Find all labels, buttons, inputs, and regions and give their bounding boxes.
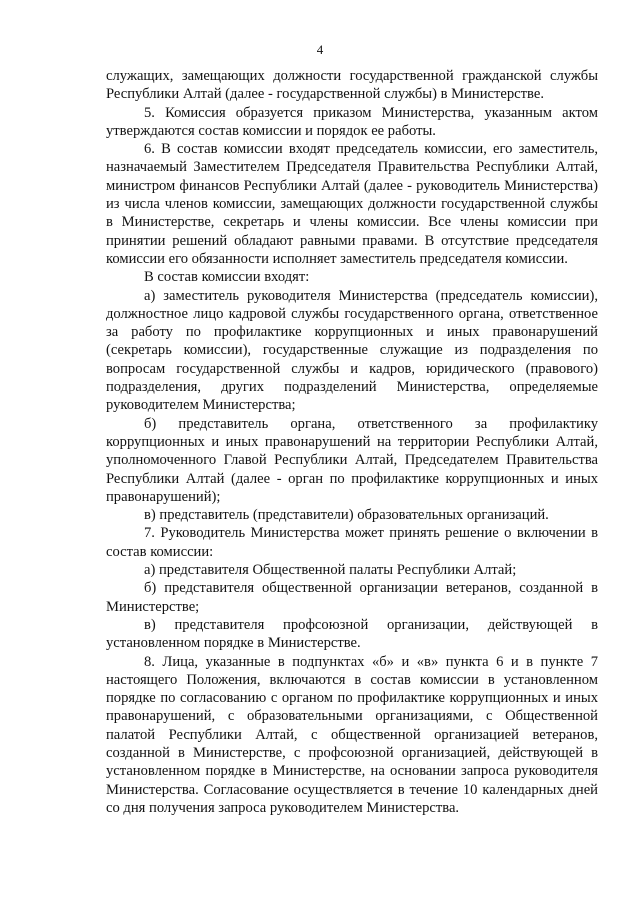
document-body xyxy=(106,67,598,817)
paragraph-item-7-b: б) представителя общественной организации ветеранов, созданной в Министерстве; xyxy=(106,580,598,615)
paragraph-item-6: 6. В состав комиссии входят председатель комиссии, его заместитель, назначаемый Заместителем Председателя Правительства Республики Алтай, министром финансов Республики Алтай (далее - руководитель Министерства) из числа членов комиссии, замещающих должности государственной службы в Министерстве, секретарь и члены комиссии. Все члены комиссии при принятии решений обладают равными правами. В отсутствие председателя комиссии его обязанности исполняет заместитель председателя комиссии. xyxy=(106,141,598,267)
paragraph-continuation: служащих, замещающих должности государственной гражданской службы Республики Алтай (далее - государственной службы) в Министерстве. xyxy=(106,68,598,103)
paragraph-subitem-v: в) представитель (представители) образовательных организаций. xyxy=(144,507,549,524)
paragraph-composition-intro: В состав комиссии входят: xyxy=(144,269,310,286)
paragraph-item-5: 5. Комиссия образуется приказом Министерства, указанным актом утверждаются состав комиссии и порядок ее работы. xyxy=(106,104,598,139)
page-number: 4 xyxy=(316,42,324,57)
paragraph-item-8: 8. Лица, указанные в подпунктах «б» и «в» пункта 6 и в пункте 7 настоящего Положения, включаются в состав комиссии в установленном порядке по согласованию с органом по профилактике коррупционных и иных правонарушений, с образовательными организациями, с Общественной палатой Республики Алтай, с общественной организацией ветеранов, созданной в Министерстве, с профсоюзной организацией, действующей в установленном порядке в Министерстве, на основании запроса руководителя Министерства. Согласование осуществляется в течение 10 календарных дней со дня получения запроса руководителем Министерства. xyxy=(106,653,598,816)
paragraph-subitem-b: б) представитель органа, ответственного за профилактику коррупционных и иных правонарушений на территории Республики Алтай, уполномоченного Главой Республики Алтай, Председателем Правительства Республики Алтай (далее - орган по профилактике коррупционных и иных правонарушений); xyxy=(106,415,598,505)
paragraph-item-7-a: а) представителя Общественной палаты Республики Алтай; xyxy=(144,562,517,579)
paragraph-subitem-a: а) заместитель руководителя Министерства (председатель комиссии), должностное лицо кадровой службы государственного органа, ответственное за работу по профилактике коррупционных и иных правонарушений (секретарь комиссии), государственные служащие из подразделения по вопросам государственной службы и кадров, юридического (правового) подразделения, других подразделений Министерства, определяемые руководителем Министерства; xyxy=(106,287,598,414)
paragraph-item-7-v: в) представителя профсоюзной организации, действующей в установленном порядке в Министерстве. xyxy=(106,616,598,652)
paragraph-item-7: 7. Руководитель Министерства может принять решение о включении в состав комиссии: xyxy=(106,525,598,560)
